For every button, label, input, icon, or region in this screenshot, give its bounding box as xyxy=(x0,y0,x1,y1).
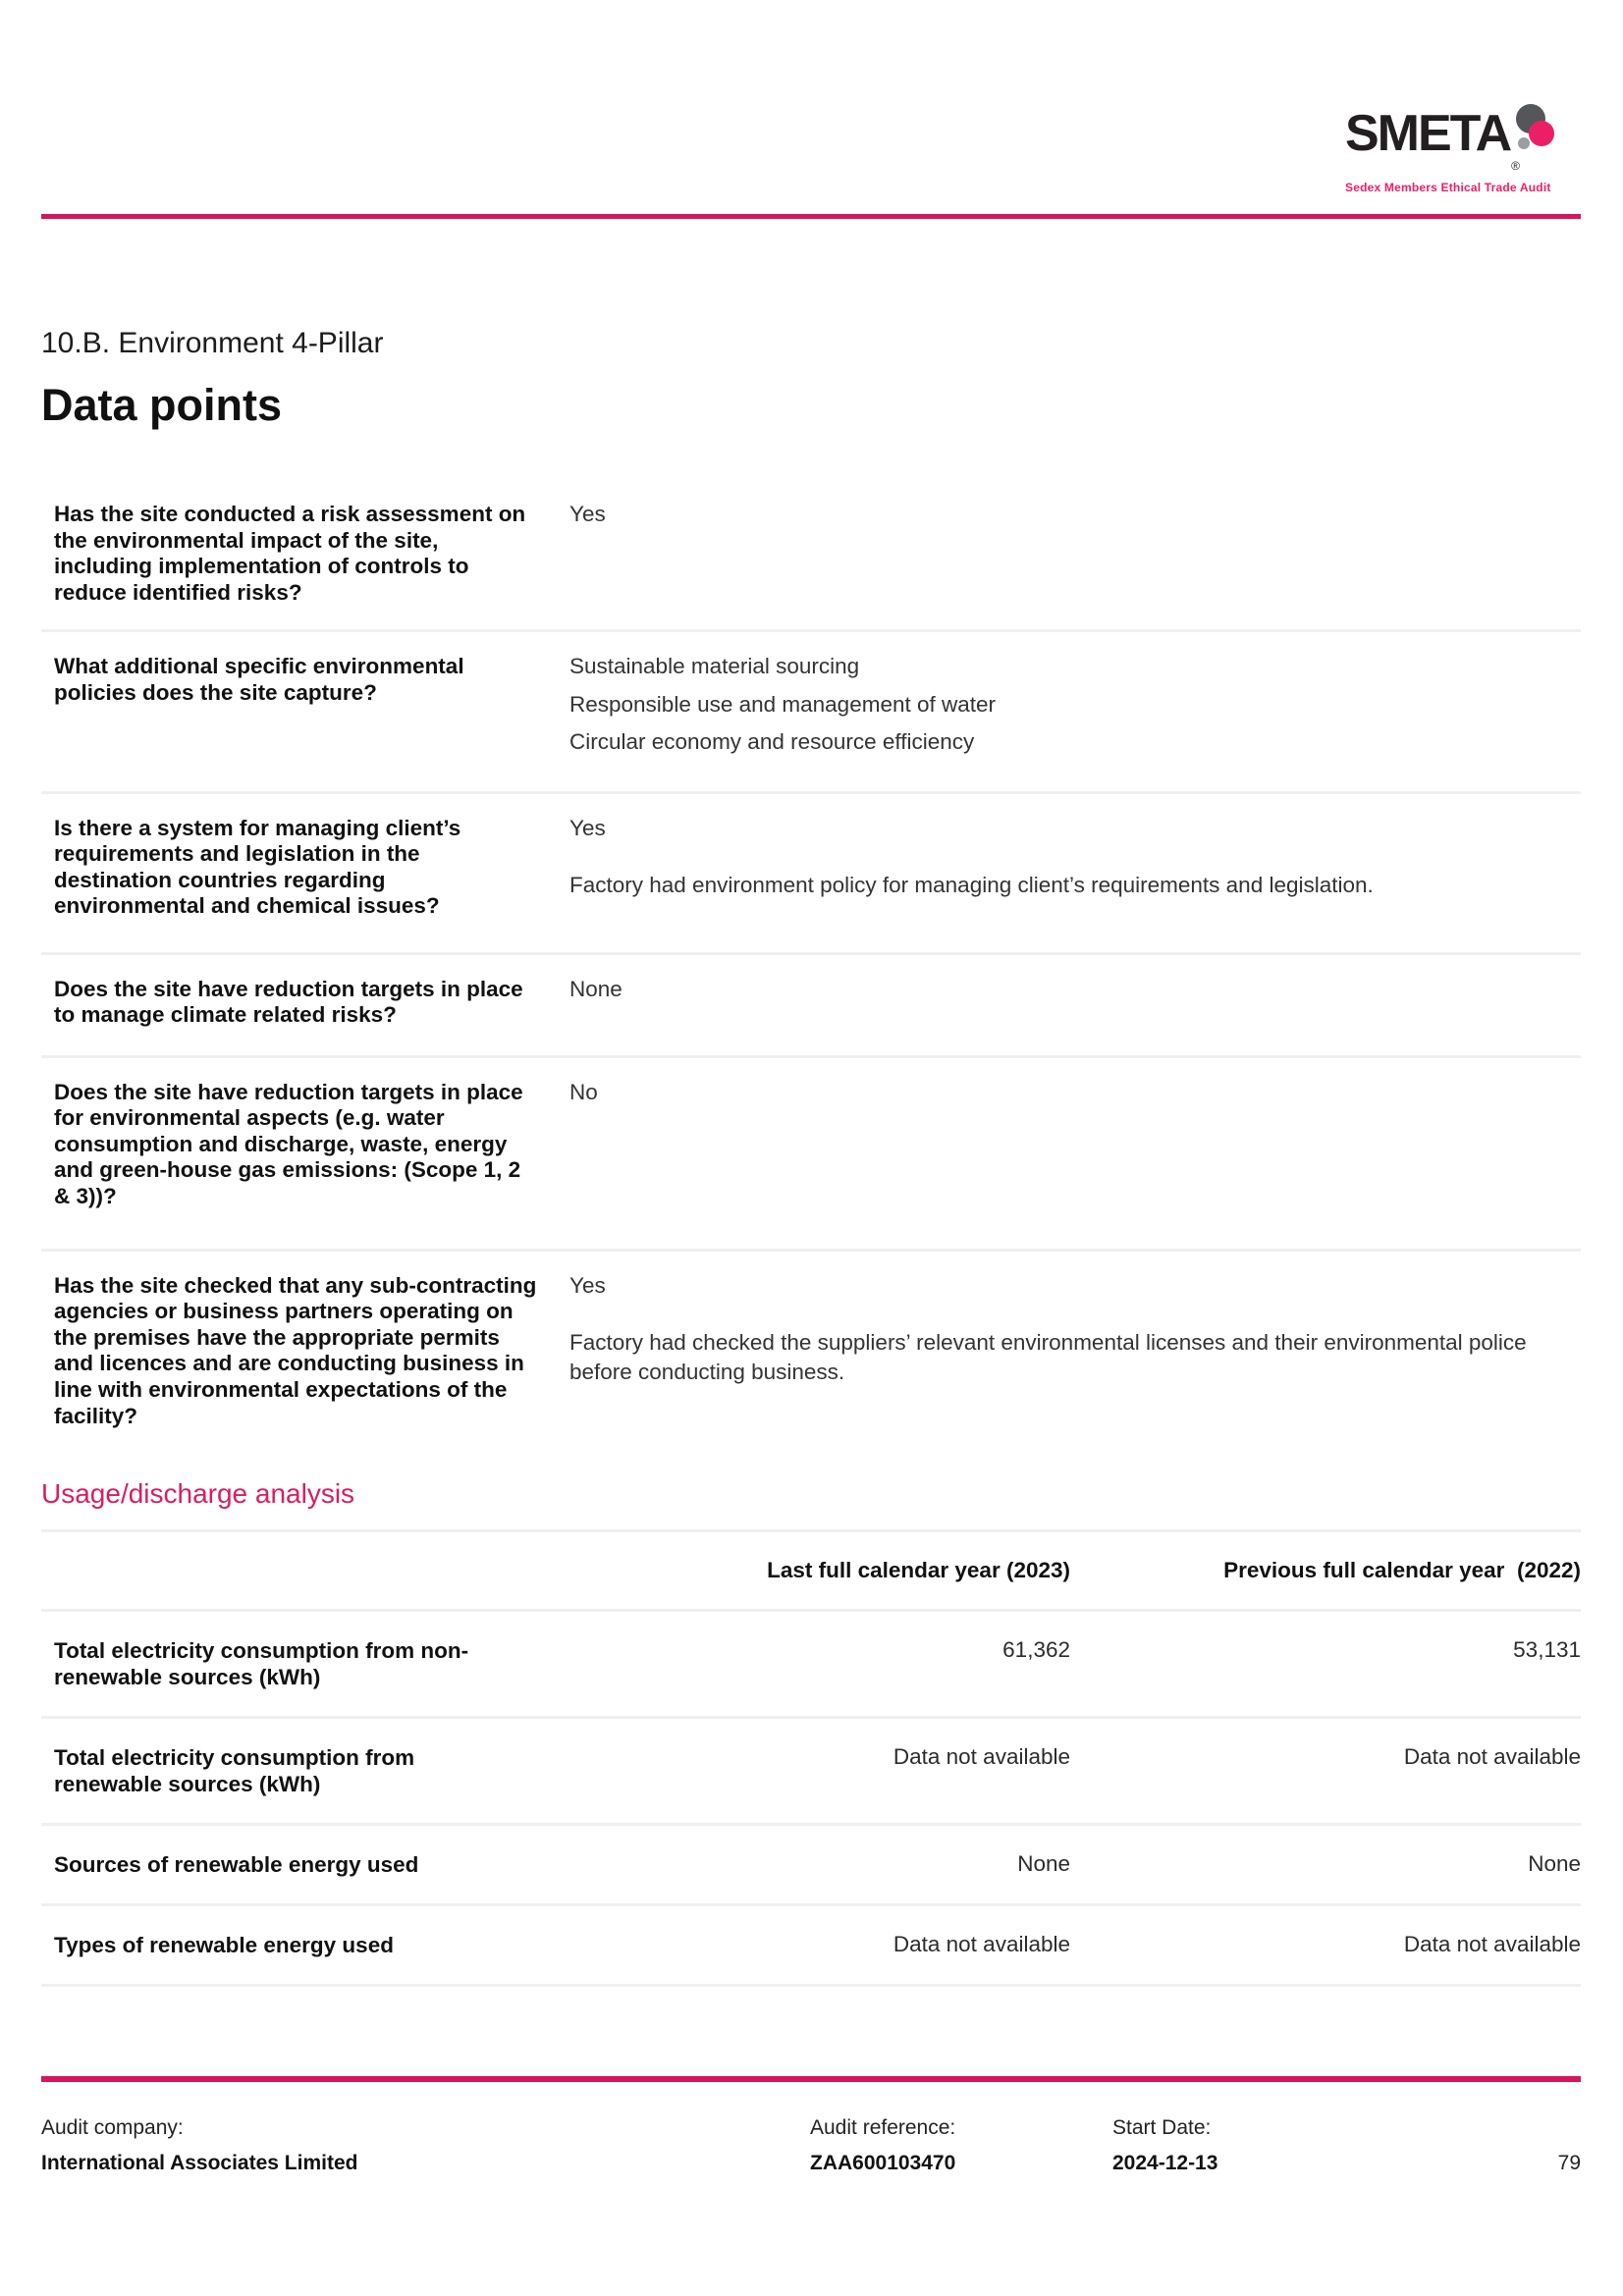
qa-row-additional-policies xyxy=(41,632,1581,794)
usage-value-2023: 61,362 xyxy=(1002,1637,1070,1663)
usage-table xyxy=(41,1529,1581,1987)
question-text: Does the site have reduction targets in place for environmental aspects (e.g. water consumption and discharge, waste, energy and green-house gas emissions: (Scope 1, 2 & 3))? xyxy=(54,1079,523,1209)
question-text: Is there a system for managing client’s requirements and legislation in the destination countries regarding environmental and chemical issues? xyxy=(54,815,461,919)
usage-value-2022: Data not available xyxy=(1403,1932,1581,1957)
answer-text: Circular economy and resource efficiency xyxy=(569,729,975,755)
audit-company-label: Audit company: xyxy=(41,2116,184,2139)
footer-audit-reference xyxy=(810,2116,1112,2175)
page-footer xyxy=(41,2116,1581,2175)
page-title: Data points xyxy=(41,380,283,430)
answer-cell xyxy=(537,502,1581,606)
usage-value-2023: Data not available xyxy=(893,1744,1070,1770)
usage-row-label: Types of renewable energy used xyxy=(54,1933,394,1958)
smeta-tagline: Sedex Members Ethical Trade Audit xyxy=(1345,181,1551,194)
answer-cell xyxy=(537,1273,1581,1429)
answer-cell xyxy=(537,654,1581,768)
answer-note: Factory had checked the suppliers’ relevant environmental licenses and their environmental police before conducting business. xyxy=(569,1330,1527,1384)
answer-text: Yes xyxy=(569,502,606,526)
usage-row-label: Total electricity consumption from renewable sources (kWh) xyxy=(54,1745,415,1797)
usage-row-renewable-electricity xyxy=(41,1719,1581,1826)
start-date-value: 2024-12-13 xyxy=(1112,2152,1218,2174)
usage-header-2022: Previous full calendar year (2022) xyxy=(1223,1558,1581,1583)
usage-value-2023: Data not available xyxy=(893,1932,1070,1957)
audit-reference-value: ZAA600103470 xyxy=(810,2152,956,2174)
answer-text: Sustainable material sourcing xyxy=(569,654,860,679)
header-divider-rule xyxy=(41,214,1581,219)
usage-discharge-heading: Usage/discharge analysis xyxy=(41,1478,355,1510)
answer-cell xyxy=(537,977,1581,1032)
answer-text: Yes xyxy=(569,1272,606,1298)
usage-row-nonrenewable-electricity xyxy=(41,1612,1581,1719)
section-title: 10.B. Environment 4-Pillar xyxy=(41,327,384,359)
usage-row-renewable-sources xyxy=(41,1826,1581,1906)
qa-row-client-requirements xyxy=(41,794,1581,955)
qa-row-subcontracting-permits xyxy=(41,1252,1581,1453)
audit-company-value: International Associates Limited xyxy=(41,2152,358,2174)
qa-row-climate-targets xyxy=(41,955,1581,1058)
usage-row-label: Total electricity consumption from non-renewable sources (kWh) xyxy=(54,1638,469,1690)
data-points-table xyxy=(41,480,1581,1453)
usage-value-2022: None xyxy=(1528,1851,1581,1877)
answer-cell xyxy=(537,1080,1581,1225)
footer-start-date xyxy=(1112,2116,1217,2175)
question-text: Has the site checked that any sub-contracting agencies or business partners operating on the premises have the appropriate permits and licences and are conducting business in line with environmental expectations of the facility? xyxy=(54,1272,537,1428)
smeta-logo-text: SMETA xyxy=(1345,105,1511,162)
question-text: Does the site have reduction targets in place to manage climate related risks? xyxy=(54,976,523,1028)
question-text: Has the site conducted a risk assessment on the environmental impact of the site, including implementation of controls to reduce identified risks? xyxy=(54,502,526,605)
audit-reference-label: Audit reference: xyxy=(810,2116,956,2139)
footer-divider-rule xyxy=(41,2076,1581,2082)
answer-text: Yes xyxy=(569,815,606,840)
usage-value-2023: None xyxy=(1017,1851,1070,1877)
answer-text: Responsible use and management of water xyxy=(569,691,997,717)
usage-header-2023: Last full calendar year (2023) xyxy=(767,1558,1070,1583)
usage-table-header xyxy=(41,1532,1581,1612)
logo-dot-small-gray xyxy=(1518,137,1530,149)
qa-row-environmental-targets xyxy=(41,1058,1581,1252)
usage-value-2022: Data not available xyxy=(1403,1744,1581,1770)
question-text: What additional specific environmental policies does the site capture? xyxy=(54,654,464,705)
qa-row-risk-assessment xyxy=(41,480,1581,632)
footer-audit-company xyxy=(41,2116,810,2175)
answer-text: None xyxy=(569,976,622,1001)
start-date-label: Start Date: xyxy=(1112,2116,1212,2139)
answer-cell xyxy=(537,816,1581,929)
usage-row-label: Sources of renewable energy used xyxy=(54,1852,419,1878)
page-header xyxy=(41,0,1581,214)
answer-text: No xyxy=(569,1079,598,1104)
registered-trademark-symbol: ® xyxy=(1511,159,1520,173)
smeta-logo xyxy=(1345,105,1571,194)
usage-value-2022: 53,131 xyxy=(1513,1637,1581,1663)
usage-row-renewable-types xyxy=(41,1906,1581,1987)
page-number: 79 xyxy=(1557,2152,1581,2174)
logo-dot-pink xyxy=(1529,121,1554,146)
answer-note: Factory had environment policy for managing client’s requirements and legislation. xyxy=(569,873,1374,898)
